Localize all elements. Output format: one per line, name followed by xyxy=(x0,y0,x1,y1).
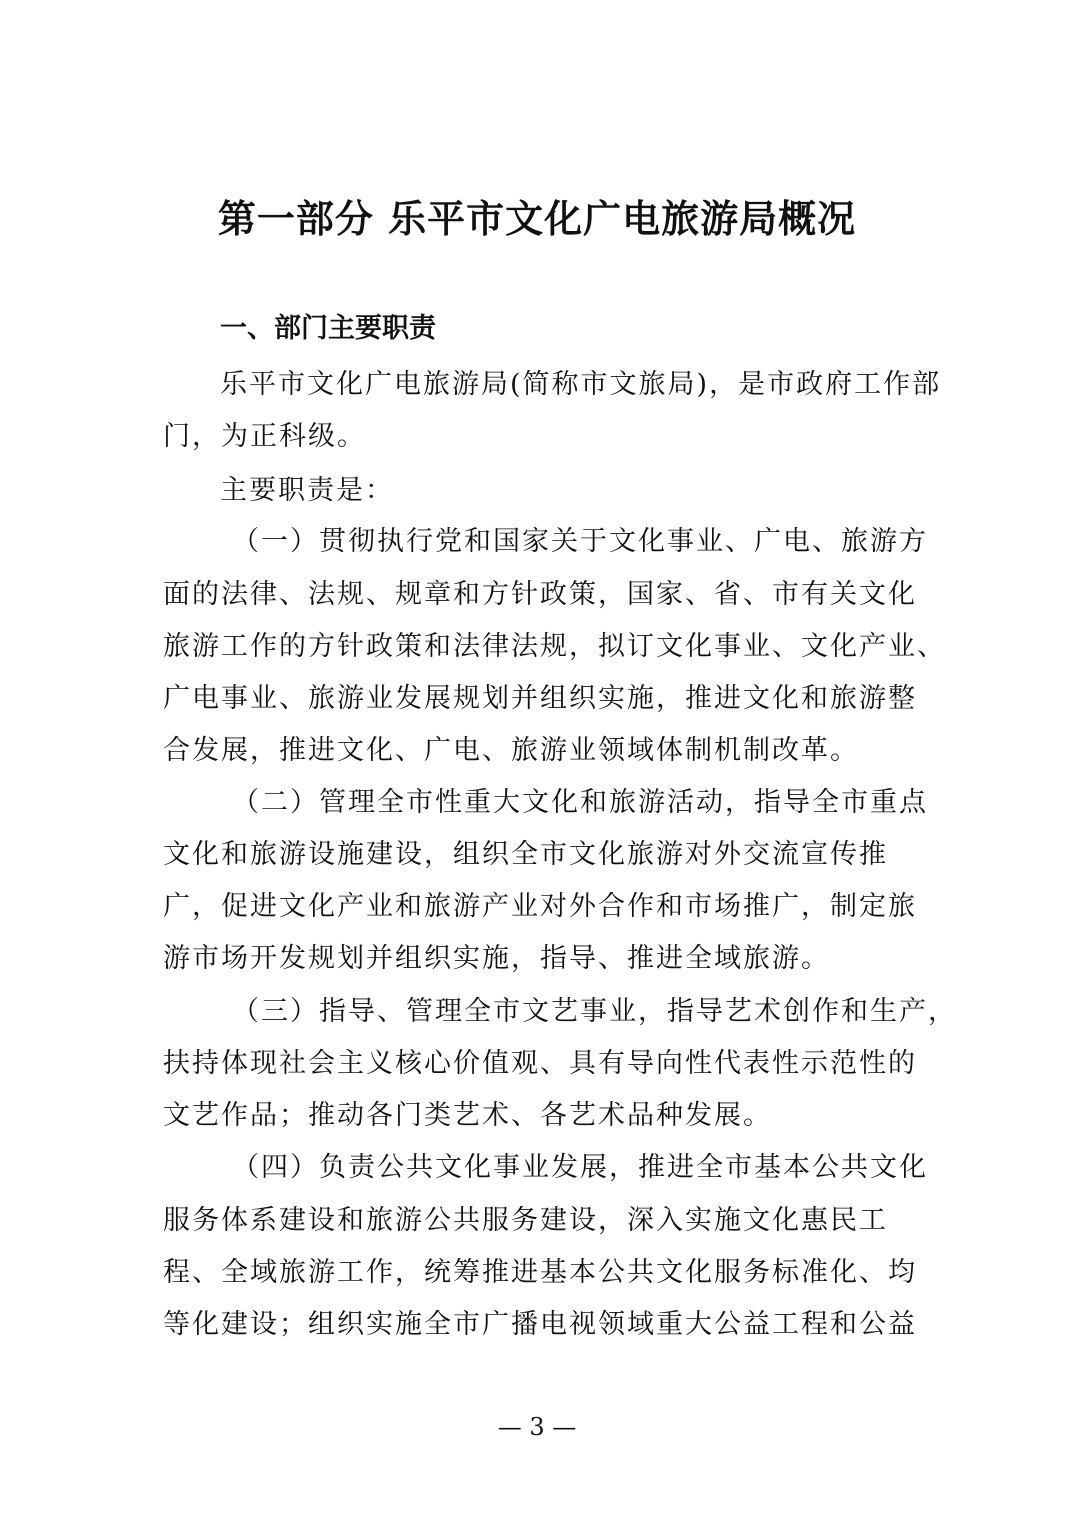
intro-line-1: 乐平市文化广电旅游局(简称市文旅局)，是市政府工作部 xyxy=(220,369,942,400)
duty4-line-3: 程、全域旅游工作，统筹推进基本公共文化服务标准化、均 xyxy=(163,1257,917,1288)
duty1-line-1: （一）贯彻执行党和国家关于文化事业、广电、旅游方 xyxy=(232,526,928,557)
duty1-line-3: 旅游工作的方针政策和法律法规，拟订文化事业、文化产业、 xyxy=(163,631,946,662)
page-number: — 3 — xyxy=(497,1413,577,1441)
duty3-line-2: 扶持体现社会主义核心价值观、具有导向性代表性示范性的 xyxy=(163,1048,917,1079)
duty2-line-4: 游市场开发规划并组织实施，指导、推进全域旅游。 xyxy=(163,943,830,974)
duties-label: 主要职责是： xyxy=(220,475,394,506)
duty3-line-3: 文艺作品；推动各门类艺术、各艺术品种发展。 xyxy=(163,1100,772,1131)
page-title: 第一部分 乐平市文化广电旅游局概况 xyxy=(217,197,857,241)
duty1-line-5: 合发展，推进文化、广电、旅游业领域体制机制改革。 xyxy=(163,735,859,766)
duty2-line-2: 文化和旅游设施建设，组织全市文化旅游对外交流宣传推 xyxy=(163,839,888,870)
duty4-line-4: 等化建设；组织实施全市广播电视领域重大公益工程和公益 xyxy=(163,1309,917,1340)
duty1-line-4: 广电事业、旅游业发展规划并组织实施，推进文化和旅游整 xyxy=(163,683,917,714)
duty2-line-3: 广，促进文化产业和旅游产业对外合作和市场推广，制定旅 xyxy=(163,891,917,922)
duty3-line-1: （三）指导、管理全市文艺事业，指导艺术创作和生产， xyxy=(232,996,957,1027)
duty4-line-1: （四）负责公共文化事业发展，推进全市基本公共文化 xyxy=(232,1152,928,1183)
duty1-line-2: 面的法律、法规、规章和方针政策，国家、省、市有关文化 xyxy=(163,579,917,610)
section-heading: 一、部门主要职责 xyxy=(220,313,436,344)
duty4-line-2: 服务体系建设和旅游公共服务建设，深入实施文化惠民工 xyxy=(163,1205,888,1236)
intro-line-2: 门，为正科级。 xyxy=(163,421,366,452)
duty2-line-1: （二）管理全市性重大文化和旅游活动，指导全市重点 xyxy=(232,787,928,818)
